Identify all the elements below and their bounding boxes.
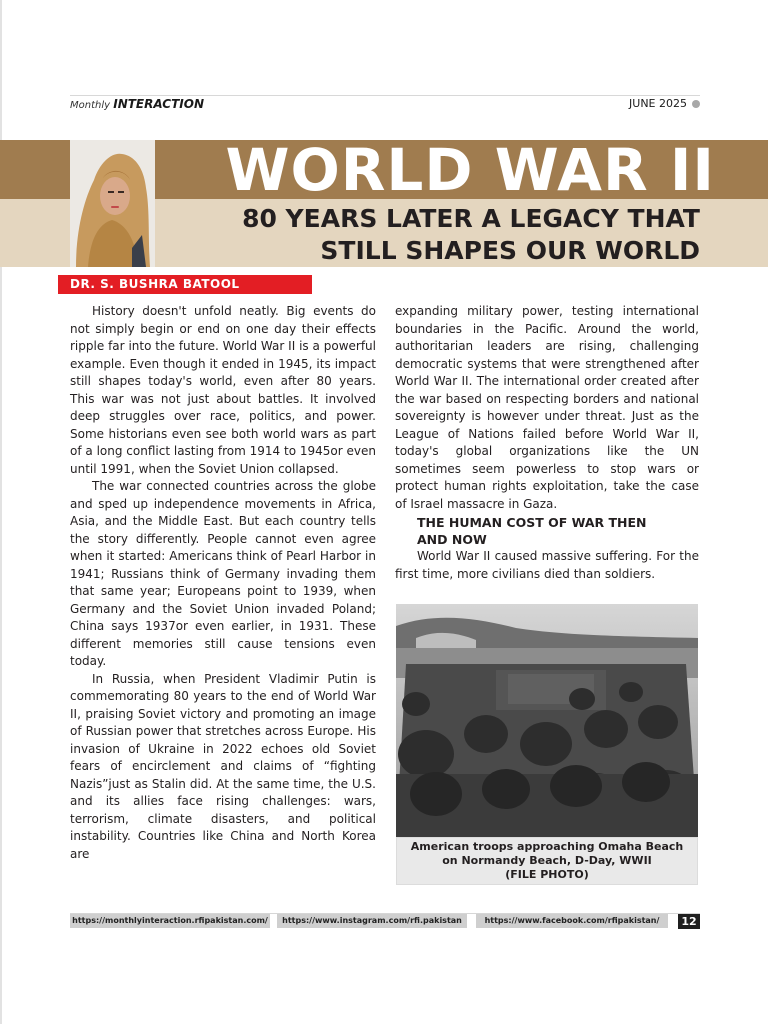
- paragraph-1: History doesn't unfold neatly. Big events do not simply begin or end on one day their effects ripple far into the future. World War II is a powerful example. Even though it ended in 1945, its impact still shapes today's world, even after 80 years. This war was not just about battles. It involved deep struggles over race, politics, and power. Some historians even see both world wars as part of a long conflict lasting from 1914 to 1945or even until 1991, when the Soviet Union collapsed.: [70, 304, 376, 476]
- subtitle-line-2: STILL SHAPES OUR WORLD: [320, 236, 700, 265]
- section-heading-line-2: AND NOW: [417, 532, 487, 547]
- caption-line-1: American troops approaching Omaha Beach: [410, 840, 684, 853]
- magazine-brand: [70, 97, 204, 111]
- photo-caption-box: [396, 837, 698, 885]
- right-column: [395, 303, 699, 583]
- subtitle-line-1: 80 YEARS LATER A LEGACY THAT: [242, 204, 700, 233]
- brand-name: INTERACTION: [113, 97, 204, 111]
- dday-photo: [396, 604, 698, 837]
- caption-line-3: (FILE PHOTO): [505, 868, 589, 881]
- section-heading: [395, 514, 699, 548]
- article-subtitle: [180, 203, 700, 267]
- caption-line-2: on Normandy Beach, D-Day, WWII: [442, 854, 652, 867]
- author-name: DR. S. BUSHRA BATOOL: [70, 277, 240, 291]
- article-title: WORLD WAR II: [225, 136, 715, 204]
- issue-date-block: [629, 97, 700, 110]
- troops-landing-craft-illustration: [396, 604, 698, 837]
- paragraph-3-continued: expanding military power, testing international boundaries in the Pacific. Around the world, authoritarian leaders are rising, challenging democratic systems that were strengthened after World War II. The international order created after the war based on respecting borders and national sovereignty is however under threat. Just as the League of Nations failed before World War II, today's global organizations like the UN sometimes seem powerless to stop wars or protect human rights exploitation, take the case of Israel massacre in Gaza.: [395, 304, 699, 511]
- website-link[interactable]: https://monthlyinteraction.rfipakistan.com/: [70, 914, 270, 928]
- author-portrait: [70, 140, 155, 267]
- left-column: [70, 303, 376, 863]
- brand-prefix: Monthly: [70, 100, 111, 111]
- page-number: 12: [678, 914, 700, 929]
- issue-date: JUNE 2025: [629, 97, 687, 110]
- section-heading-line-1: THE HUMAN COST OF WAR THEN: [417, 515, 647, 530]
- paragraph-3: In Russia, when President Vladimir Putin is commemorating 80 years to the end of World War II, praising Soviet victory and promoting an image of Russian power that stretches across Europe. His invasion of Ukraine in 2022 echoes old Soviet fears of encirclement and claims of “fighting Nazis”just as Stalin did. At the same time, the U.S. and its allies face rising challenges: wars, terrorism, climate disasters, and political instability. Countries like China and North Korea are: [70, 671, 376, 861]
- facebook-link[interactable]: https://www.facebook.com/rfipakistan/: [476, 914, 668, 928]
- photo-caption: [397, 840, 697, 882]
- author-portrait-illustration: [70, 140, 155, 267]
- page-header: [70, 95, 700, 111]
- instagram-link[interactable]: https://www.instagram.com/rfi.pakistan: [277, 914, 467, 928]
- paragraph-2: The war connected countries across the globe and sped up independence movements in Africa, Asia, and the Middle East. But each country tells the story differently. People cannot even agree when it started: Americans think of Pearl Harbor in 1941; Russians think of Germany invading them that same year; Europeans point to 1939, when Germany and the Soviet Union invaded Poland; China says 1937or even earlier, in 1931. These different memories still cause tensions even today.: [70, 479, 376, 668]
- paragraph-4: World War II caused massive suffering. For the first time, more civilians died than soldiers.: [395, 549, 699, 581]
- bullet-dot-icon: [692, 100, 700, 108]
